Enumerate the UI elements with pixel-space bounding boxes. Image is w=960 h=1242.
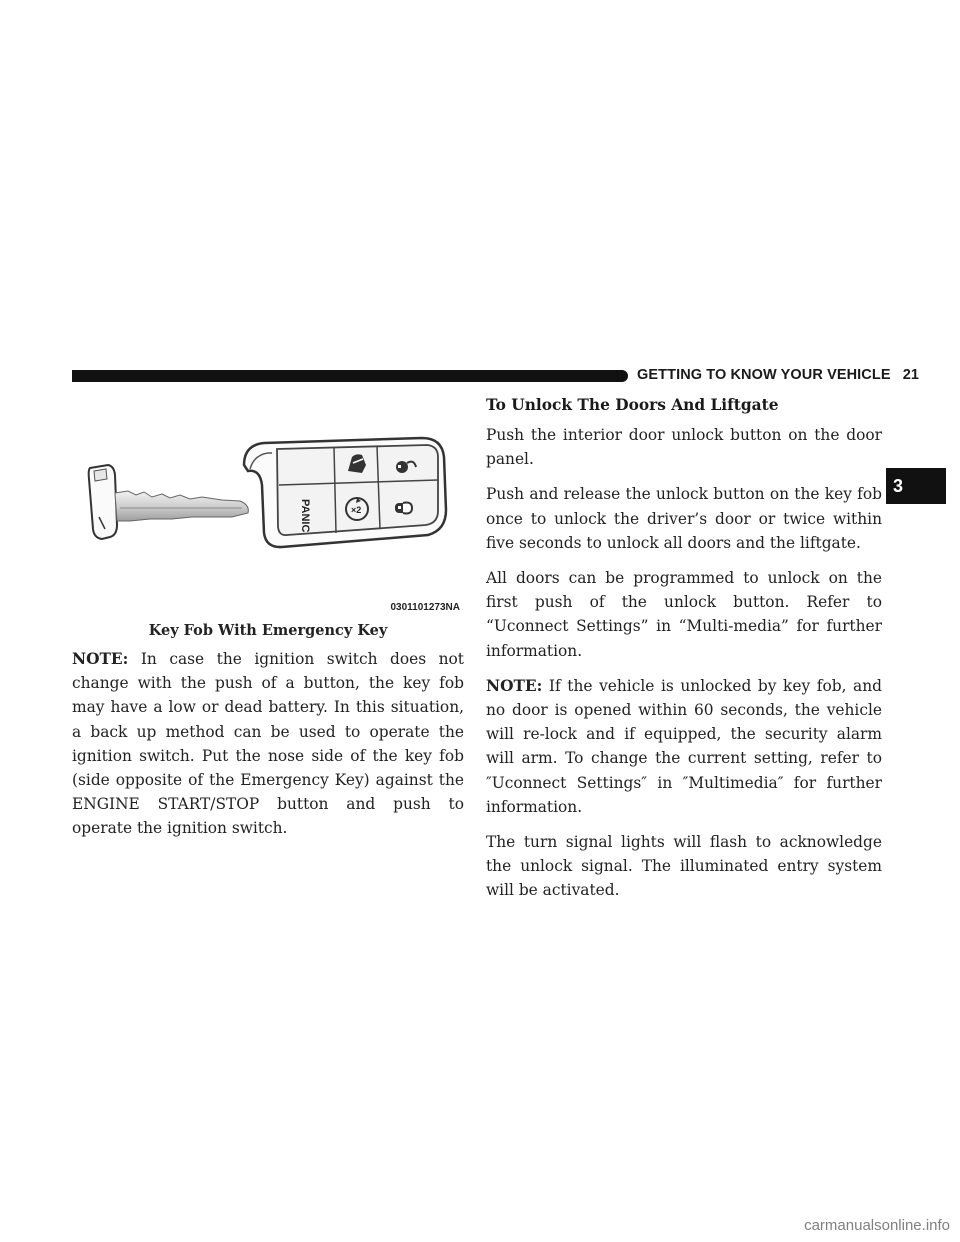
note-text: In case the ignition switch does not change with the push of a button, the key fob may have a low or dead battery. In this situation, a back up method can be used to operate the ignition switch. Put the nose side of the key fob (side opposite of the Emergency Key) against the ENGINE START/STOP button and push to operate the ignition switch. <box>72 650 464 838</box>
note-paragraph <box>72 647 464 841</box>
paragraph-programming: All doors can be programmed to unlock on the first push of the unlock button. Refer to “Uconnect Settings” in “Multi-media” for further information. <box>486 569 882 660</box>
key-fob-body <box>244 438 446 547</box>
figure-code: 0301101273NA <box>390 602 460 613</box>
figure-caption: Key Fob With Emergency Key <box>148 622 388 639</box>
note-label: NOTE: <box>486 676 543 695</box>
section-title: GETTING TO KNOW YOUR VEHICLE <box>637 367 891 383</box>
running-header <box>637 367 919 383</box>
paragraph-turn-signal: The turn signal lights will flash to acknowledge the unlock signal. The illuminated entry system will be activated. <box>486 833 882 900</box>
note-paragraph-relock <box>486 674 882 819</box>
note-text: If the vehicle is unlocked by key fob, and no door is opened within 60 seconds, the vehicle will re-lock and if equipped, the security alarm will arm. To change the current setting, refer to ″Uconnect Settings″ in ″Multimedia″ for further information. <box>486 676 882 816</box>
page-number: 21 <box>902 367 920 383</box>
paragraph-key-fob-unlock: Push and release the unlock button on the key fob once to unlock the driver’s door or twice within five seconds to unlock all doors and the liftgate. <box>486 485 882 552</box>
chapter-tab[interactable]: 3 <box>886 468 946 504</box>
right-column <box>486 395 882 914</box>
lock-icon <box>395 503 412 514</box>
key-fob-figure <box>72 405 464 645</box>
remote-start-label: ×2 <box>351 505 362 515</box>
watermark-link[interactable]: carmanualsonline.info <box>804 1217 950 1234</box>
note-label: NOTE: <box>72 650 129 668</box>
panic-button-label: PANIC <box>299 499 311 533</box>
section-heading: To Unlock The Doors And Liftgate <box>486 396 779 414</box>
paragraph-interior-unlock: Push the interior door unlock button on the door panel. <box>486 426 882 469</box>
emergency-key-icon <box>89 465 249 539</box>
left-column <box>72 647 464 852</box>
header-rule <box>72 370 628 382</box>
